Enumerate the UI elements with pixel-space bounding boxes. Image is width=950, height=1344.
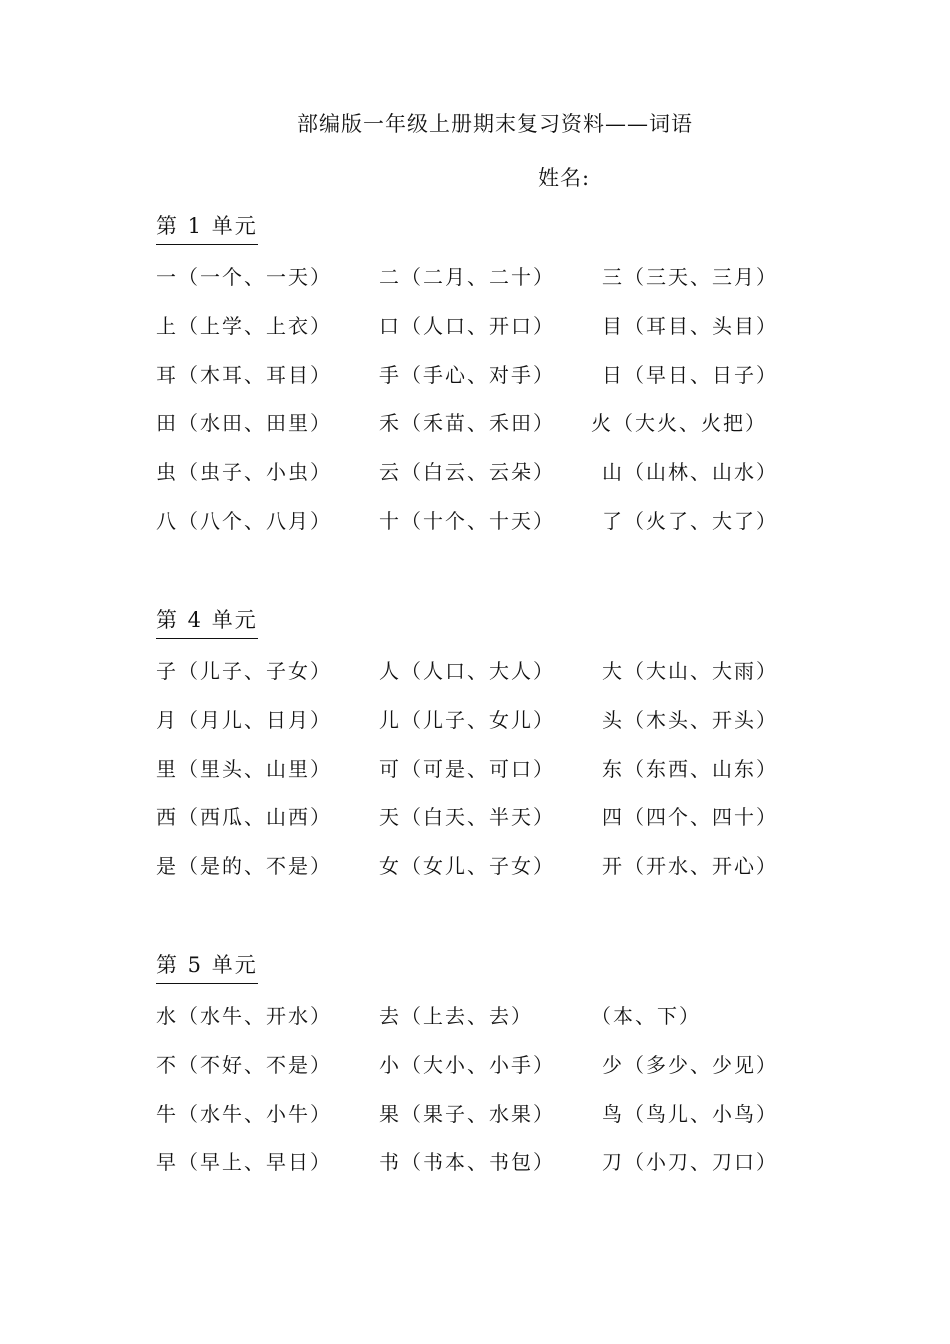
word-entry: 鸟（鸟儿、小鸟） [602, 1101, 778, 1126]
word-row [156, 456, 776, 505]
word-list [156, 261, 776, 554]
word-row [156, 1098, 776, 1147]
word-entry: 三（三天、三月） [602, 265, 778, 289]
document-title: 部编版一年级上册期末复习资料——词语 [297, 112, 693, 136]
word-entry: 一（一个、一天） [156, 265, 332, 289]
word-row [156, 261, 776, 310]
word-entry: 开（开水、开心） [602, 854, 778, 879]
word-row [156, 1146, 776, 1195]
word-entry: 女（女儿、子女） [379, 854, 555, 879]
word-entry: 目（耳目、头目） [602, 313, 778, 338]
word-entry: 天（白天、半天） [379, 805, 555, 830]
word-entry: 八（八个、八月） [156, 508, 332, 533]
word-list [156, 1000, 776, 1195]
word-entry: 人（人口、大人） [379, 659, 555, 683]
word-row [156, 704, 776, 753]
word-entry: 不（不好、不是） [156, 1052, 332, 1077]
word-entry: 了（火了、大了） [602, 508, 778, 533]
word-entry: 禾（禾苗、禾田） [379, 411, 555, 436]
word-entry: 十（十个、十天） [379, 508, 555, 533]
word-row [156, 655, 776, 704]
word-entry: 山（山林、山水） [602, 460, 778, 485]
word-entry: 二（二月、二十） [379, 265, 555, 289]
word-entry: 早（早上、早日） [156, 1150, 332, 1175]
word-entry: 儿（儿子、女儿） [379, 707, 555, 732]
word-entry: 东（东西、山东） [602, 756, 778, 781]
word-entry: 手（手心、对手） [379, 362, 555, 387]
word-entry: （本、下） [591, 1004, 701, 1028]
word-row [156, 407, 776, 456]
word-entry: 云（白云、云朵） [379, 460, 555, 485]
word-entry: 里（里头、山里） [156, 756, 332, 781]
word-entry: 果（果子、水果） [379, 1101, 555, 1126]
word-entry: 子（儿子、子女） [156, 659, 332, 683]
word-entry: 虫（虫子、小虫） [156, 460, 332, 485]
word-list [156, 655, 776, 899]
word-entry: 田（水田、田里） [156, 411, 332, 436]
word-entry: 头（木头、开头） [602, 707, 778, 732]
word-entry: 少（多少、少见） [602, 1052, 778, 1077]
word-entry: 可（可是、可口） [379, 756, 555, 781]
word-row [156, 850, 776, 899]
word-entry: 是（是的、不是） [156, 854, 332, 879]
word-entry: 月（月儿、日月） [156, 707, 332, 732]
word-entry: 小（大小、小手） [379, 1052, 555, 1077]
word-entry: 大（大山、大雨） [602, 659, 778, 683]
word-row [156, 1049, 776, 1098]
word-entry: 耳（木耳、耳目） [156, 362, 332, 387]
word-entry: 刀（小刀、刀口） [602, 1150, 778, 1175]
word-entry: 日（早日、日子） [602, 362, 778, 387]
word-entry: 去（上去、去） [379, 1004, 533, 1028]
word-entry: 上（上学、上衣） [156, 313, 332, 338]
word-row [156, 505, 776, 554]
word-entry: 牛（水牛、小牛） [156, 1101, 332, 1126]
word-entry: 火（大火、火把） [591, 411, 767, 436]
word-entry: 四（四个、四十） [602, 805, 778, 830]
unit-section-5 [156, 949, 776, 1195]
word-entry: 口（人口、开口） [379, 313, 555, 338]
word-row [156, 753, 776, 802]
word-row [156, 310, 776, 359]
word-row [156, 801, 776, 850]
word-row [156, 1000, 776, 1049]
word-entry: 西（西瓜、山西） [156, 805, 332, 830]
unit-section-1 [156, 210, 776, 554]
word-entry: 水（水牛、开水） [156, 1004, 332, 1028]
name-label: 姓名: [538, 166, 591, 190]
word-row [156, 359, 776, 408]
unit-section-4 [156, 604, 776, 899]
unit-heading: 第 5 单元 [156, 949, 258, 984]
word-entry: 书（书本、书包） [379, 1150, 555, 1175]
unit-heading: 第 4 单元 [156, 604, 258, 639]
unit-heading: 第 1 单元 [156, 210, 258, 245]
